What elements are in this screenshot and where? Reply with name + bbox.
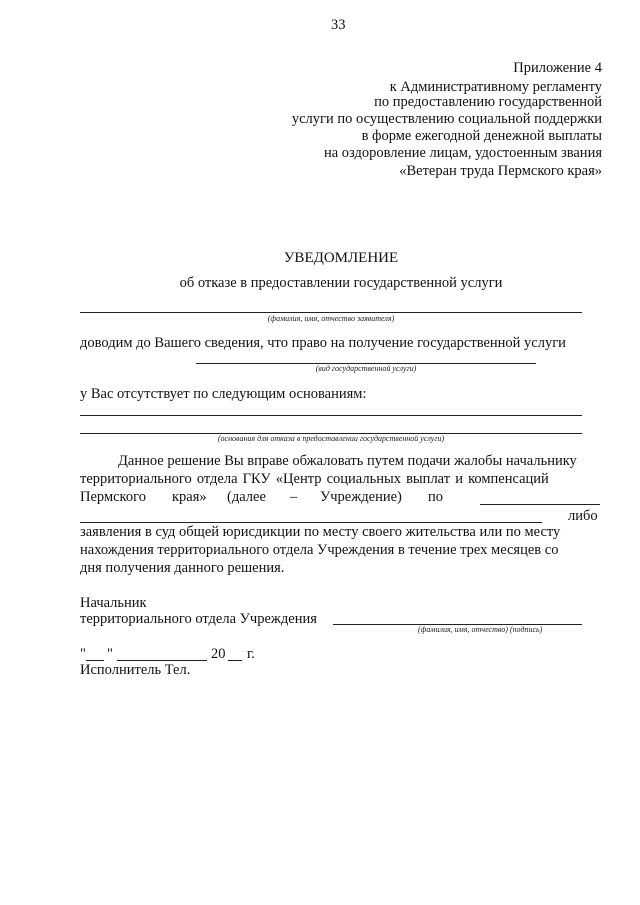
applicant-name-line[interactable] bbox=[80, 312, 582, 313]
appeal-word: Пермского bbox=[80, 489, 146, 505]
court-line-2: нахождения территориального отдела Учреждения в течение трех месяцев со bbox=[80, 542, 559, 558]
executor-text: Исполнитель Тел. bbox=[80, 662, 191, 678]
page-number: 33 bbox=[331, 17, 346, 33]
appendix-line: на оздоровление лицам, удостоенным звания bbox=[323, 145, 602, 161]
signature-position-2: территориального отдела Учреждения bbox=[80, 611, 317, 627]
appeal-word: по bbox=[428, 489, 444, 505]
appendix-line: в форме ежегодной денежной выплаты bbox=[361, 128, 602, 144]
notice-subtitle: об отказе в предоставлении государственной услуги bbox=[179, 275, 503, 291]
appeal-word: края» bbox=[172, 489, 207, 505]
appendix-line: услуги по осуществлению социальной поддержки bbox=[291, 111, 602, 127]
signature-hint: (фамилия, имя, отчество) (подпись) bbox=[418, 625, 543, 634]
date-month-blank[interactable] bbox=[117, 660, 207, 661]
appendix-line: Приложение 4 bbox=[513, 60, 602, 76]
appendix-line: к Административному регламенту bbox=[389, 79, 602, 95]
grounds-hint: (основания для отказа в предоставлении государственной услуги) bbox=[217, 434, 445, 443]
appeal-word: – bbox=[290, 489, 298, 505]
signature-position-1: Начальник bbox=[80, 595, 147, 611]
notice-title: УВЕДОМЛЕНИЕ bbox=[283, 250, 399, 266]
date-quote-open: " bbox=[80, 646, 86, 662]
appeal-line-1: Данное решение Вы вправе обжаловать путем подачи жалобы начальнику bbox=[118, 453, 577, 469]
date-year-suffix: г. bbox=[247, 646, 255, 662]
appeal-line-2: территориального отдела ГКУ «Центр социальных выплат и компенсаций bbox=[80, 471, 549, 487]
appeal-blank-1[interactable] bbox=[480, 504, 600, 505]
absent-text: у Вас отсутствует по следующим основаниям: bbox=[80, 386, 367, 402]
date-year-blank[interactable] bbox=[228, 660, 242, 661]
appeal-word: Учреждение) bbox=[320, 489, 402, 505]
date-quote-close: " bbox=[107, 646, 113, 662]
appendix-line: «Ветеран труда Пермского края» bbox=[399, 163, 602, 179]
court-line-3: дня получения данного решения. bbox=[80, 560, 285, 576]
grounds-line-1[interactable] bbox=[80, 415, 582, 416]
service-hint: (вид государственной услуги) bbox=[315, 364, 417, 373]
appendix-line: по предоставлению государственной bbox=[374, 94, 602, 110]
court-line-1: заявления в суд общей юрисдикции по месту своего жительства или по месту bbox=[80, 524, 561, 540]
applicant-hint: (фамилия, имя, отчество заявителя) bbox=[267, 314, 395, 323]
date-day-blank[interactable] bbox=[86, 660, 104, 661]
inform-text: доводим до Вашего сведения, что право на получение государственной услуги bbox=[80, 335, 566, 351]
appeal-blank-2[interactable] bbox=[80, 522, 542, 523]
libo-text: либо bbox=[568, 508, 598, 524]
appeal-word: (далее bbox=[227, 489, 266, 505]
date-year-prefix: 20 bbox=[211, 646, 226, 662]
